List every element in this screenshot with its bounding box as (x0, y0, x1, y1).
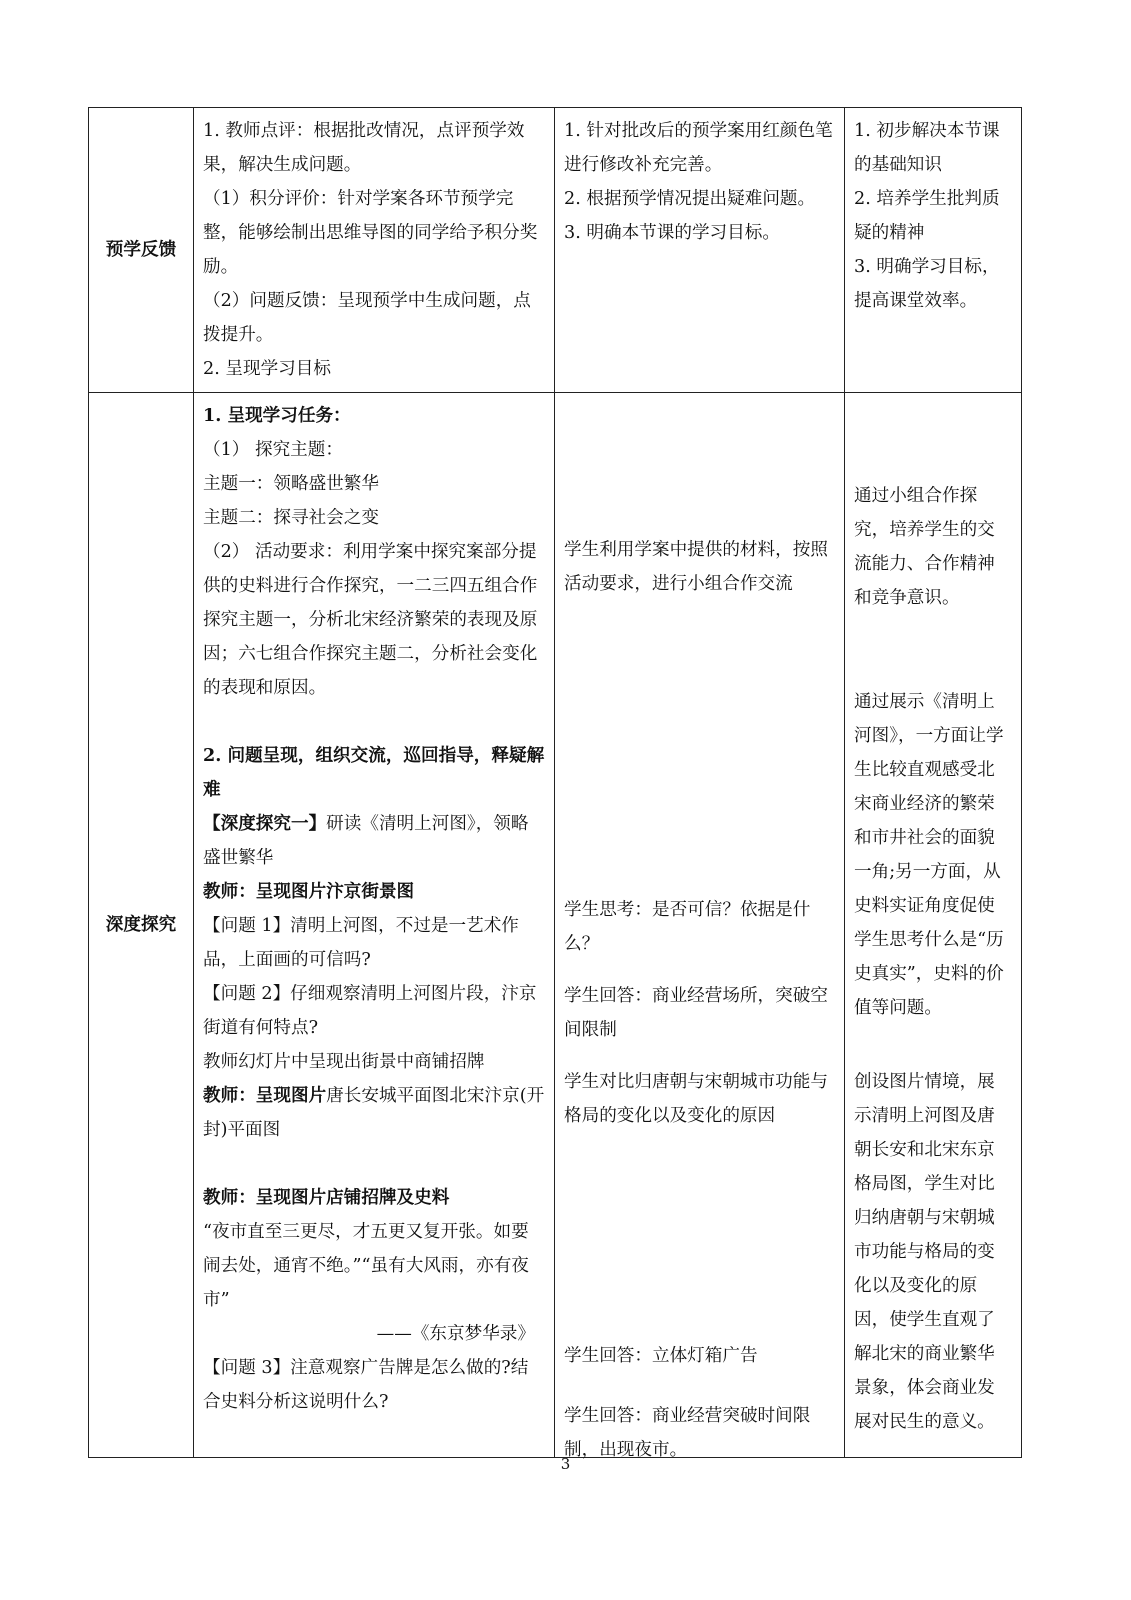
student-line: 学生利用学案中提供的材料，按照活动要求，进行小组合作交流 (564, 540, 828, 594)
teacher-line: 1. 呈现学习任务： (203, 405, 351, 426)
lesson-plan-table (88, 107, 1022, 1458)
teacher-line: 教师：呈现图片店铺招牌及史料 (203, 1187, 450, 1208)
student-line: 学生回答：立体灯箱广告 (564, 1346, 758, 1366)
teacher-activity-cell (194, 108, 555, 393)
historical-quote: “夜市直至三更尽，才五更又复开张。如要闹去处，通宵不绝。”“虽有大风雨，亦有夜市” (203, 1222, 529, 1310)
intent-line: 通过小组合作探究，培养学生的交流能力、合作精神和竞争意识。 (854, 486, 995, 608)
design-intent-cell (845, 393, 1022, 1458)
table-row-deep-inquiry (89, 393, 1022, 1458)
section-label: 预学反馈 (89, 108, 194, 393)
teacher-line: （2） 活动要求：利用学案中探究案部分提供的史料进行合作探究，一二三四五组合作探究主题一，分析北宋经济繁荣的表现及原因；六七组合作探究主题二，分析社会变化的表现和原因。 (203, 542, 538, 698)
intent-line: 通过展示《清明上河图》，一方面让学生比较直观感受北宋商业经济的繁荣和市井社会的面貌一角;另一方面，从史料实证角度促使学生思考什么是“历史真实”，史料的价值等问题。 (854, 692, 1004, 1018)
student-line: 1. 针对批改后的预学案用红颜色笔进行修改补充完善。 (564, 121, 833, 175)
inquiry-heading: 【深度探究一】 (203, 813, 327, 834)
teacher-line (203, 807, 545, 875)
teacher-line: 主题一：领略盛世繁华 (203, 474, 379, 494)
teacher-line: （1） 探究主题： (203, 440, 343, 460)
teacher-line: 教师幻灯片中呈现出街景中商铺招牌 (203, 1052, 485, 1072)
student-line: 3. 明确本节课的学习目标。 (564, 223, 780, 243)
teacher-line: 2. 呈现学习目标 (203, 359, 331, 379)
design-intent-cell (845, 108, 1022, 393)
student-line: 学生回答：商业经营突破时间限制，出现夜市。 (564, 1406, 811, 1460)
teacher-text: 唐长安城平面图北宋汴京(开封)平面图 (203, 1086, 545, 1140)
student-line: 2. 根据预学情况提出疑难问题。 (564, 189, 816, 209)
intent-line: 创设图片情境，展示清明上河图及唐朝长安和北宋东京格局图，学生对比归纳唐朝与宋朝城市功能与格局的变化以及变化的原因，使学生直观了解北宋的商业繁华景象，体会商业发展对民生的意义。 (854, 1072, 995, 1432)
teacher-activity-cell (194, 393, 555, 1458)
teacher-label: 教师：呈现图片 (203, 1085, 327, 1106)
teacher-line: （1）积分评价：针对学案各环节预学完整，能够绘制出思维导图的同学给予积分奖励。 (203, 189, 538, 277)
section-label: 深度探究 (89, 393, 194, 1458)
intent-line: 3. 明确学习目标，提高课堂效率。 (854, 257, 1000, 311)
teacher-line (203, 1079, 545, 1147)
student-activity-cell (555, 393, 845, 1458)
student-activity-cell (555, 108, 845, 393)
intent-line: 1. 初步解决本节课的基础知识 (854, 121, 1000, 175)
teacher-line: 主题二：探寻社会之变 (203, 508, 379, 528)
quote-source: ——《东京梦华录》 (376, 1324, 535, 1344)
page-number: 3 (560, 1455, 571, 1473)
inquiry-text: 研读《清明上河图》，领略盛世繁华 (203, 814, 529, 868)
teacher-line: 2. 问题呈现，组织交流，巡回指导，释疑解难 (203, 745, 545, 800)
teacher-line: 【问题 3】注意观察广告牌是怎么做的?结合史料分析这说明什么? (203, 1358, 529, 1412)
teacher-line: 【问题 1】清明上河图，不过是一艺术作品，上面画的可信吗? (203, 916, 519, 970)
teacher-line: （2）问题反馈：呈现预学中生成问题，点拨提升。 (203, 291, 531, 345)
student-line: 学生回答：商业经营场所，突破空间限制 (564, 986, 828, 1040)
student-line: 学生对比归唐朝与宋朝城市功能与格局的变化以及变化的原因 (564, 1072, 828, 1126)
intent-line: 2. 培养学生批判质疑的精神 (854, 189, 1000, 243)
teacher-line: 教师：呈现图片汴京街景图 (203, 881, 415, 902)
teacher-line: 1. 教师点评：根据批改情况，点评预学效果，解决生成问题。 (203, 121, 525, 175)
table-row-preview-feedback (89, 108, 1022, 393)
student-line: 学生思考：是否可信？依据是什么？ (564, 900, 811, 954)
teacher-line: 【问题 2】仔细观察清明上河图片段，汴京街道有何特点? (203, 984, 537, 1038)
